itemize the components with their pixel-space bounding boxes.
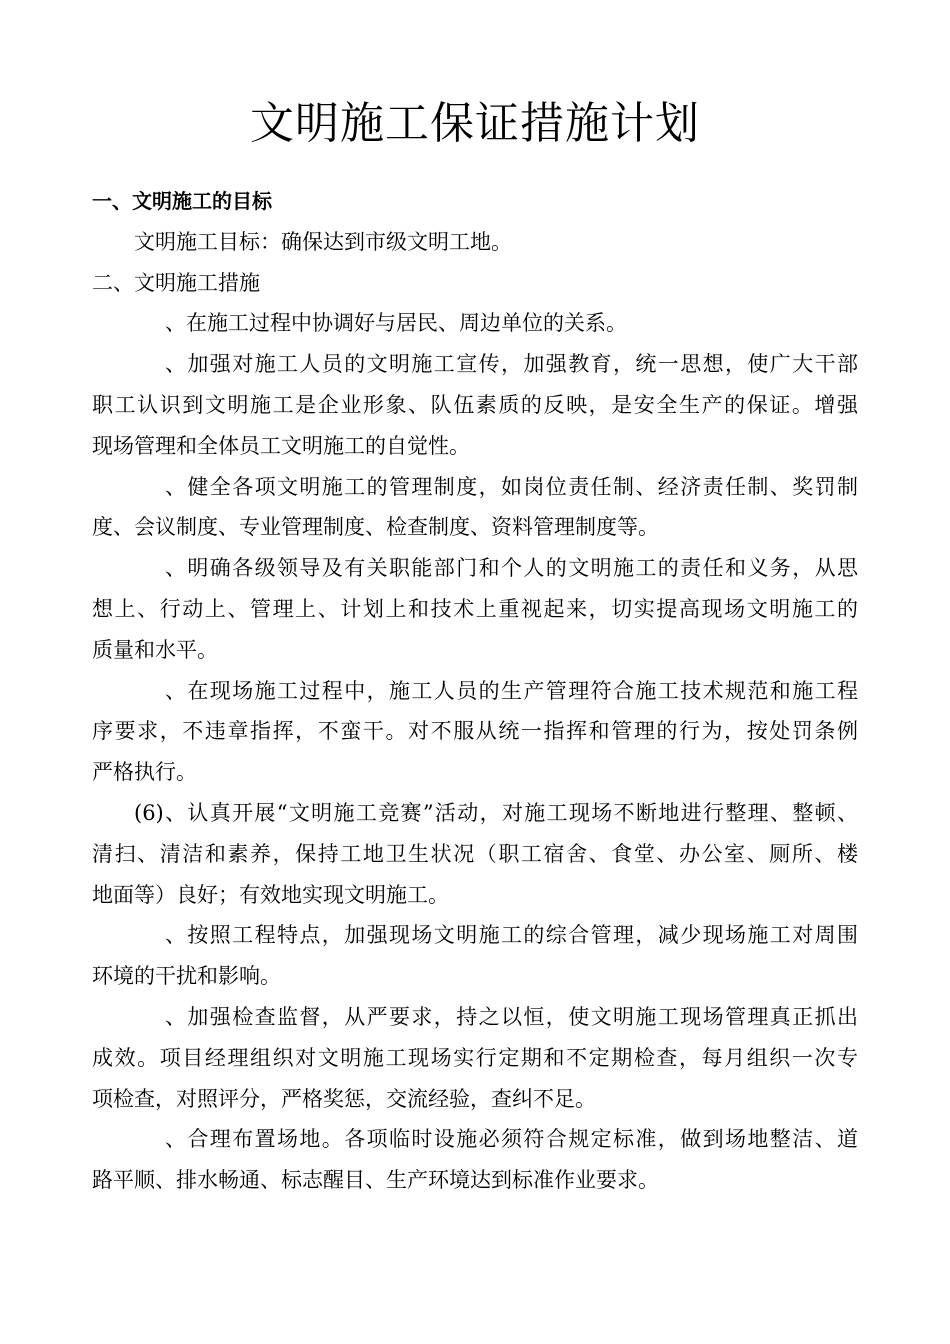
document-body: [92, 181, 858, 1201]
section-1-target: 文明施工目标：确保达到市级文明工地。: [134, 229, 512, 254]
section-1-heading: 一、文明施工的目标: [92, 189, 272, 213]
measure-4-line-2: 想上、行动上、管理上、计划上和技术上重视起来，切实提高现场文明施工的: [92, 596, 858, 621]
measure-5-line-1: 、在现场施工过程中，施工人员的生产管理符合施工技术规范和施工程: [165, 678, 858, 703]
measure-2-line-2: 职工认识到文明施工是企业形象、队伍素质的反映，是安全生产的保证。增强: [92, 392, 858, 417]
measure-4-line-1: 、明确各级领导及有关职能部门和个人的文明施工的责任和义务，从思: [165, 556, 858, 581]
measure-1-line-1: 、在施工过程中协调好与居民、周边单位的关系。: [165, 311, 627, 336]
measure-4-line-3: 质量和水平。: [92, 637, 218, 662]
measure-8-line-1: 、加强检查监督，从严要求，持之以恒，使文明施工现场管理真正抓出: [165, 1004, 858, 1029]
measure-2-line-1: 、加强对施工人员的文明施工宣传，加强教育，统一思想，使广大干部: [165, 352, 858, 377]
measure-3-line-2: 度、会议制度、专业管理制度、检查制度、资料管理制度等。: [92, 515, 659, 540]
measure-7-line-2: 环境的干扰和影响。: [92, 964, 281, 989]
measure-8-line-3: 项检查，对照评分，严格奖惩，交流经验，查纠不足。: [92, 1086, 596, 1111]
measure-6-line-2: 清扫、清洁和素养，保持工地卫生状况（职工宿舍、食堂、办公室、厕所、楼: [92, 841, 858, 866]
measure-2-line-3: 现场管理和全体员工文明施工的自觉性。: [92, 433, 470, 458]
measure-9-line-2: 路平顺、排水畅通、标志醒目、生产环境达到标准作业要求。: [92, 1168, 659, 1193]
measure-6-line-1: (6)、认真开展“文明施工竞赛”活动，对施工现场不断地进行整理、整顿、: [134, 800, 858, 825]
measure-5-line-2: 序要求，不违章指挥，不蛮干。对不服从统一指挥和管理的行为，按处罚条例: [92, 719, 858, 744]
document-title: 文明施工保证措施计划: [250, 98, 700, 149]
measure-3-line-1: 、健全各项文明施工的管理制度，如岗位责任制、经济责任制、奖罚制: [165, 474, 858, 499]
measure-8-line-2: 成效。项目经理组织对文明施工现场实行定期和不定期检查，每月组织一次专: [92, 1045, 858, 1070]
section-2-heading: 二、文明施工措施: [92, 270, 260, 295]
measure-5-line-3: 严格执行。: [92, 760, 197, 785]
measure-9-line-1: 、合理布置场地。各项临时设施必须符合规定标准，做到场地整洁、道: [165, 1127, 858, 1152]
measure-6-line-3: 地面等）良好；有效地实现文明施工。: [92, 882, 449, 907]
measure-7-line-1: 、按照工程特点，加强现场文明施工的综合管理，减少现场施工对周围: [165, 923, 858, 948]
